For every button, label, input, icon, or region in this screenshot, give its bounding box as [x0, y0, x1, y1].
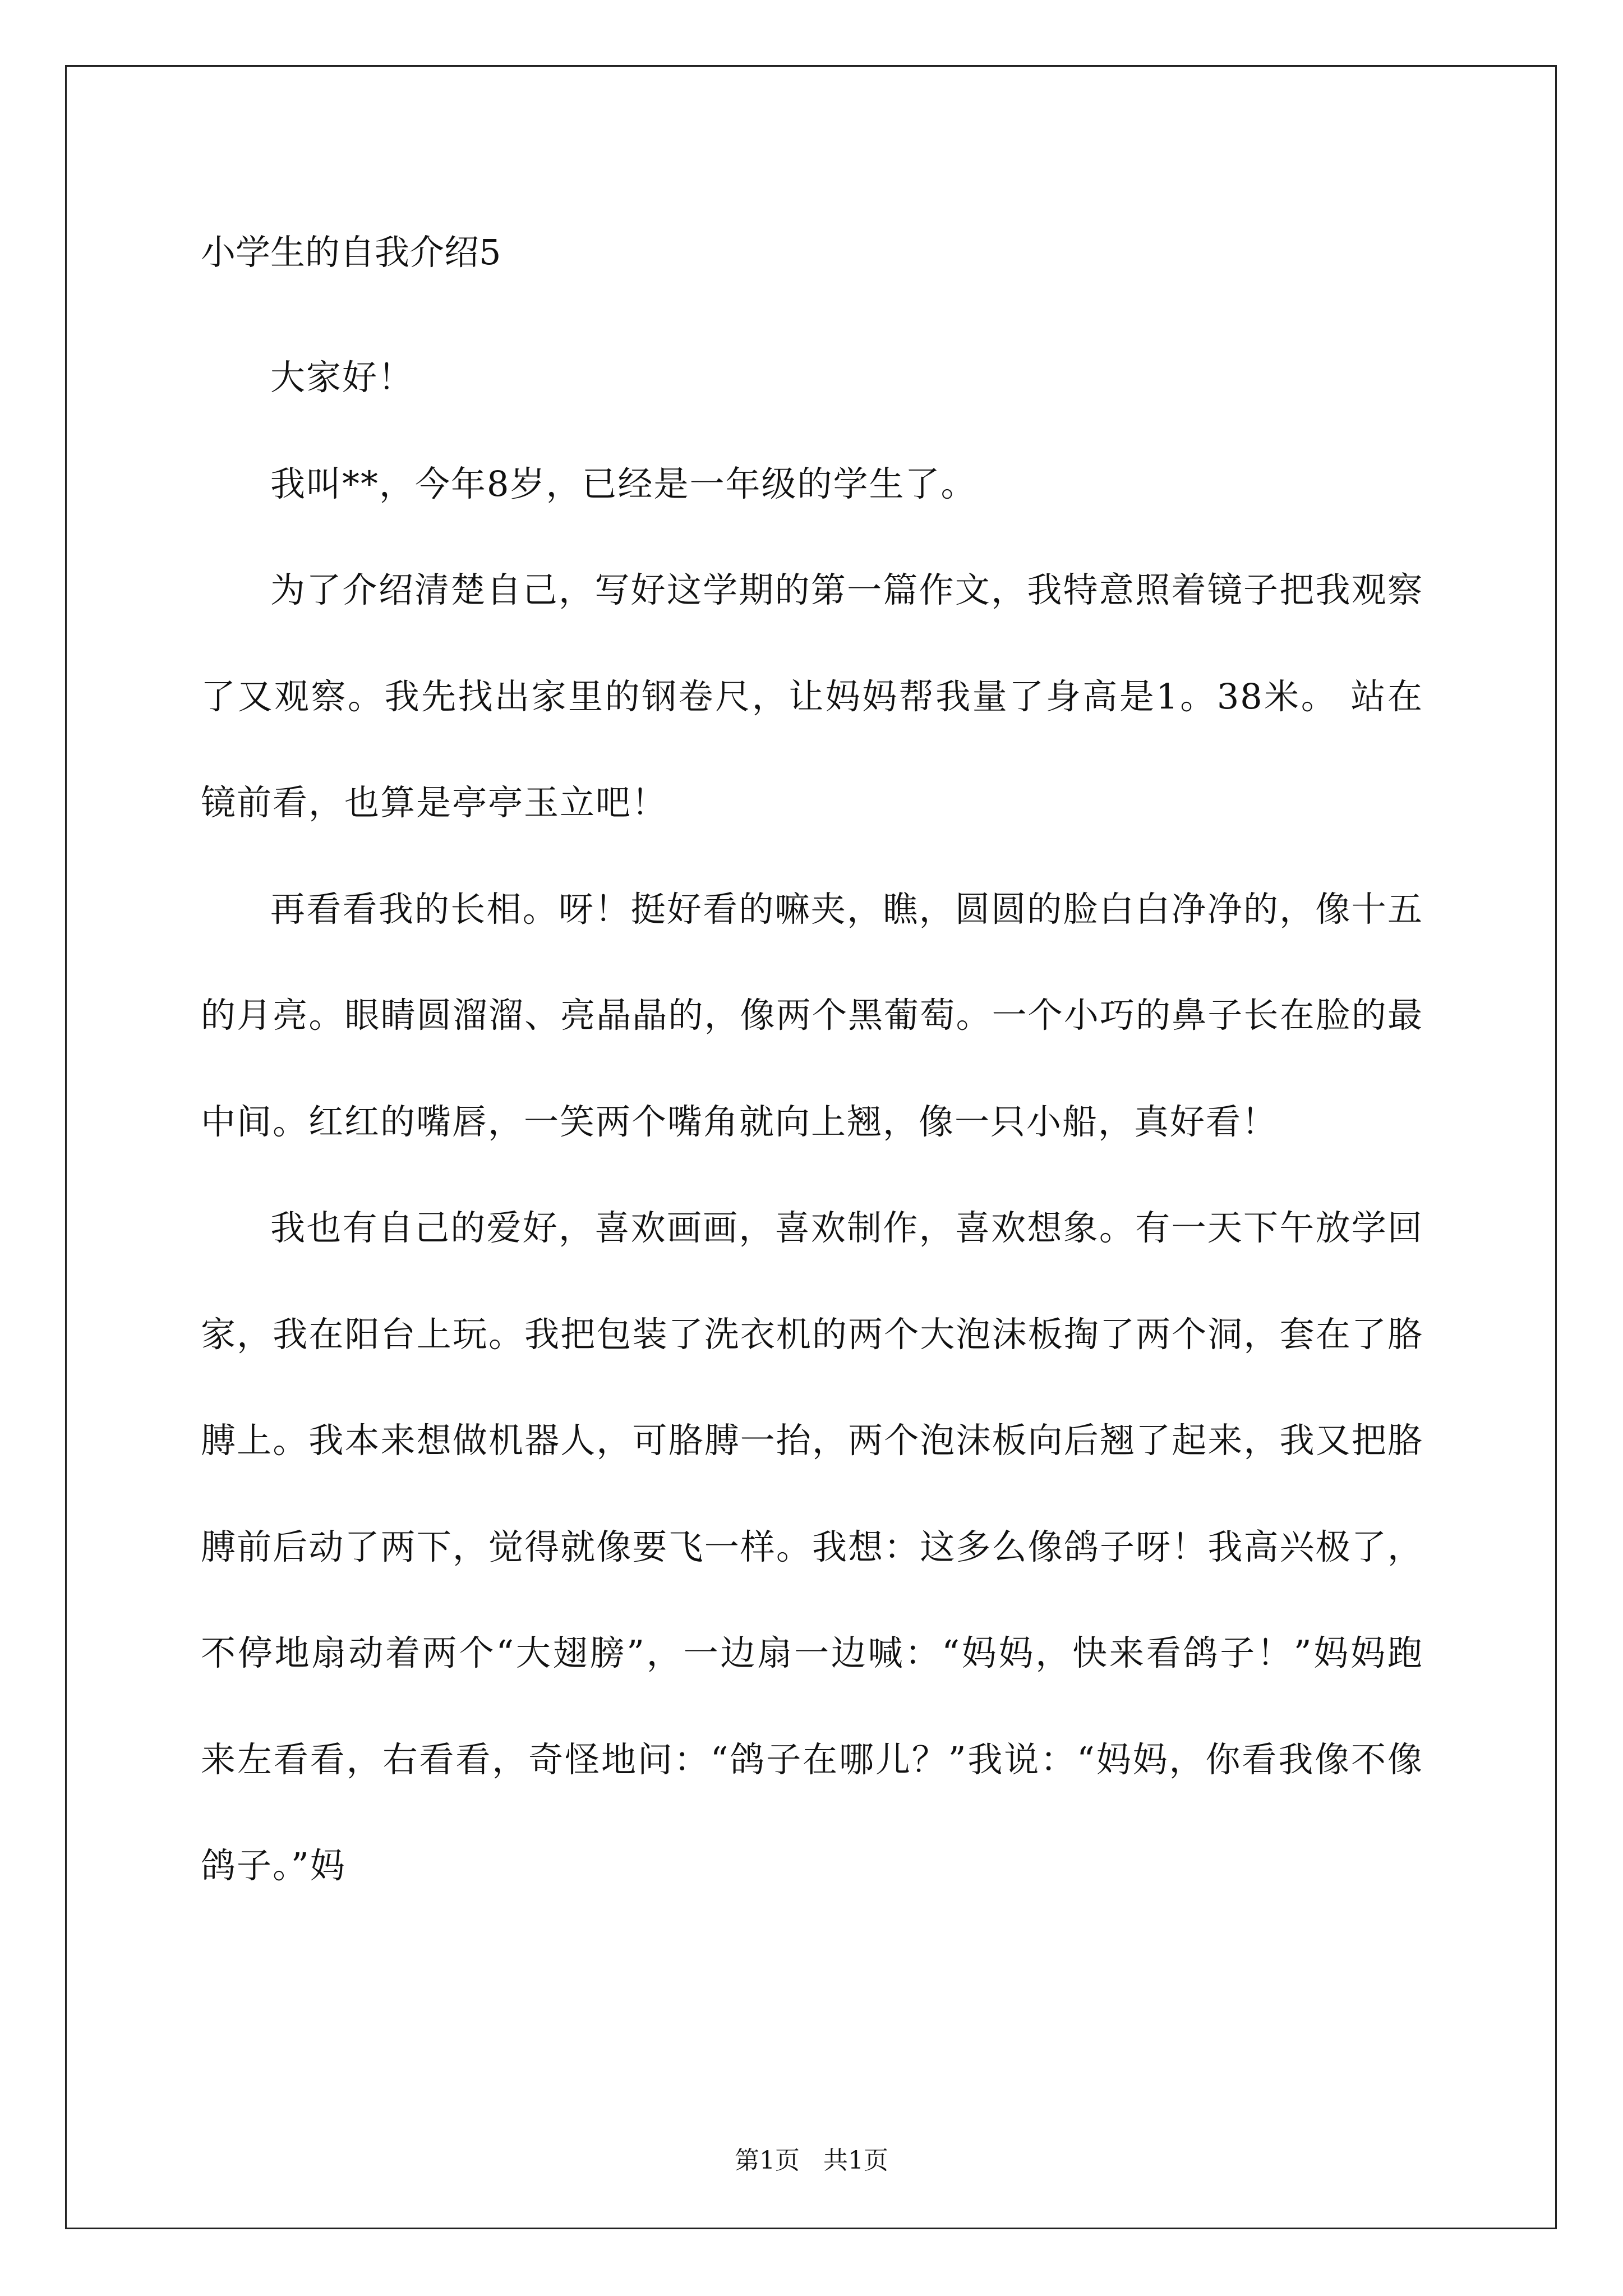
paragraph-height: 为了介绍清楚自己，写好这学期的第一篇作文，我特意照着镜子把我观察了又观察。我先找出家里的钢卷尺，让妈妈帮我量了身高是1。38米。 站在镜前看，也算是亭亭玉立吧！: [201, 569, 1423, 823]
document-body: [201, 224, 1423, 1919]
paragraph-appearance: 再看看我的长相。呀！挺好看的嘛夹，瞧，圆圆的脸白白净净的，像十五的月亮。眼睛圆溜溜、亮晶晶的，像两个黑葡萄。一个小巧的鼻子长在脸的最中间。红红的嘴唇，一笑两个嘴角就向上翘，像一只小船，真好看！: [201, 888, 1423, 1142]
paragraph-name-age: 我叫**，今年8岁，已经是一年级的学生了。: [270, 463, 977, 504]
paragraph-greeting: 大家好！: [270, 357, 414, 398]
page-number-footer: 第1页 共1页: [735, 2146, 888, 2175]
document-title: 小学生的自我介绍5: [201, 232, 501, 273]
paragraph-hobbies: 我也有自己的爱好，喜欢画画，喜欢制作，喜欢想象。有一天下午放学回家，我在阳台上玩。我把包装了洗衣机的两个大泡沫板掏了两个洞，套在了胳膊上。我本来想做机器人，可胳膊一抬，两个泡沫板向后翘了起来，我又把胳膊前后动了两下，觉得就像要飞一样。我想：这多么像鸽子呀！我高兴极了，不停地扇动着两个“大翅膀”，一边扇一边喊：“妈妈，快来看鸽子！”妈妈跑来左看看，右看看，奇怪地问：“鸽子在哪儿？”我说：“妈妈，你看我像不像鸽子。”妈: [201, 1207, 1423, 1886]
